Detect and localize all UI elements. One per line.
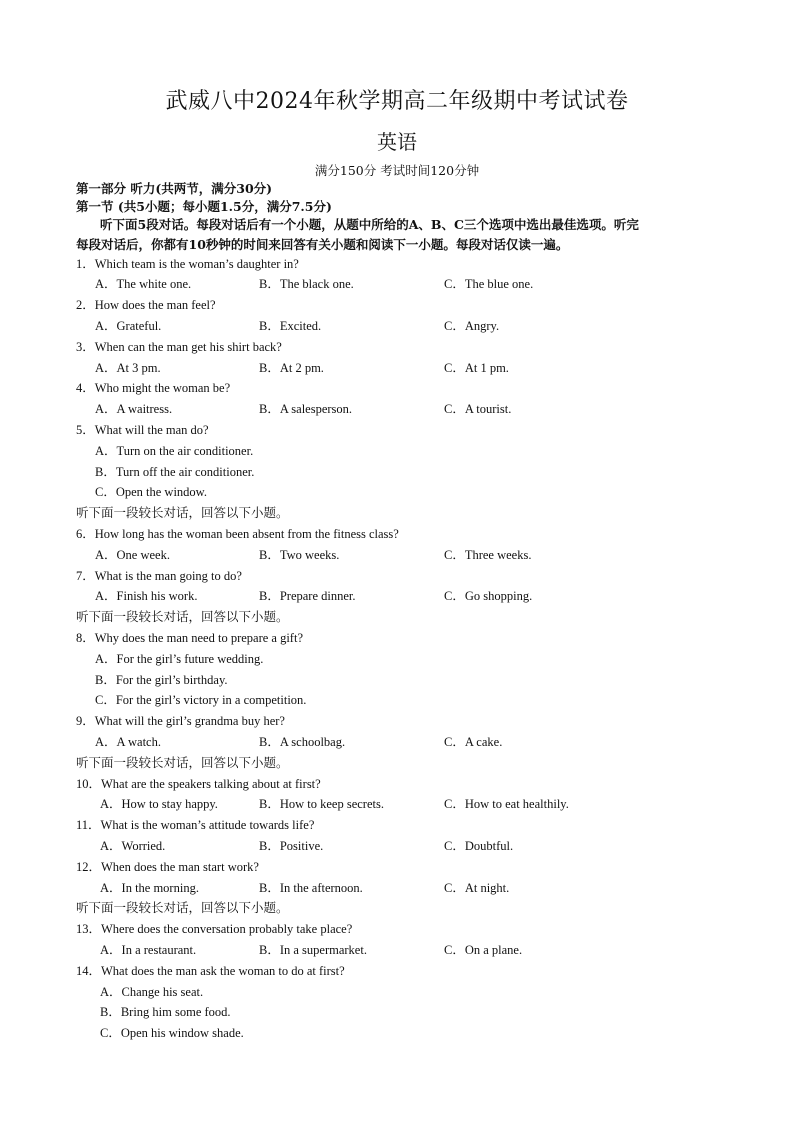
option-b: B．How to keep secrets. <box>259 797 384 811</box>
question-14: 14．What does the man ask the woman to do at first? <box>76 964 345 978</box>
question-4: 4．Who might the woman be? <box>76 381 231 395</box>
long-dialogue-note: 听下面一段较长对话，回答以下小题。 <box>76 900 289 915</box>
option-c: C．The blue one. <box>444 277 534 291</box>
instruction-paragraph <box>76 215 726 255</box>
question-10: 10．What are the speakers talking about at first? <box>76 777 321 791</box>
option-c: C．At 1 pm. <box>444 361 509 375</box>
option-b: B．At 2 pm. <box>259 361 324 375</box>
option-b: B．Prepare dinner. <box>259 589 356 603</box>
option-b: B．A schoolbag. <box>259 735 346 749</box>
question-2: 2．How does the man feel? <box>76 298 216 312</box>
question-11: 11．What is the woman’s attitude towards life? <box>76 818 315 832</box>
option-a: A．In the morning. <box>100 881 199 895</box>
question-5: 5．What will the man do? <box>76 423 209 437</box>
option-a: A．Worried. <box>100 839 166 853</box>
option-c: C．At night. <box>444 881 510 895</box>
question-8: 8．Why does the man need to prepare a gift? <box>76 631 303 645</box>
long-dialogue-note: 听下面一段较长对话，回答以下小题。 <box>76 755 289 770</box>
option-a: A．Turn on the air conditioner. <box>95 444 254 458</box>
option-a: A．How to stay happy. <box>100 797 218 811</box>
option-a: A．One week. <box>95 548 170 562</box>
option-c: C．Go shopping. <box>444 589 533 603</box>
question-9: 9．What will the girl’s grandma buy her? <box>76 714 285 728</box>
option-a: A．Finish his work. <box>95 589 198 603</box>
exam-meta: 满分150分 考试时间120分钟 <box>314 163 480 178</box>
option-a: A．For the girl’s future wedding. <box>95 652 264 666</box>
option-c: C．On a plane. <box>444 943 523 957</box>
option-c: C．Three weeks. <box>444 548 532 562</box>
long-dialogue-note: 听下面一段较长对话，回答以下小题。 <box>76 609 289 624</box>
option-a: A．In a restaurant. <box>100 943 197 957</box>
option-a: A．A waitress. <box>95 402 173 416</box>
option-a: A．Change his seat. <box>100 985 204 999</box>
option-b: B．Positive. <box>259 839 324 853</box>
option-c: C．Open his window shade. <box>100 1026 244 1040</box>
option-c: C．For the girl’s victory in a competition. <box>95 693 307 707</box>
option-a: A．A watch. <box>95 735 161 749</box>
option-c: C．A cake. <box>444 735 503 749</box>
option-c: C．Open the window. <box>95 485 208 499</box>
question-7: 7．What is the man going to do? <box>76 569 242 583</box>
option-a: A．At 3 pm. <box>95 361 161 375</box>
instruction-line-2: 每段对话后，你都有10秒钟的时间来回答有关小题和阅读下一小题。每段对话仅读一遍。 <box>76 237 569 252</box>
question-3: 3．When can the man get his shirt back? <box>76 340 282 354</box>
question-1: 1．Which team is the woman’s daughter in? <box>76 257 299 271</box>
option-b: B．In the afternoon. <box>259 881 363 895</box>
option-a: A．The white one. <box>95 277 192 291</box>
page-title: 武威八中2024年秋学期高二年级期中考试试卷 <box>165 89 629 114</box>
question-6: 6．How long has the woman been absent from the fitness class? <box>76 527 399 541</box>
section1-heading: 第一节 (共5小题；每小题1.5分，满分7.5分) <box>76 199 332 214</box>
option-b: B．In a supermarket. <box>259 943 367 957</box>
option-b: B．Bring him some food. <box>100 1005 231 1019</box>
option-c: C．Angry. <box>444 319 500 333</box>
part1-heading: 第一部分 听力(共两节，满分30分) <box>76 181 273 196</box>
option-b: B．Two weeks. <box>259 548 340 562</box>
option-b: B．For the girl’s birthday. <box>95 673 228 687</box>
option-b: B．The black one. <box>259 277 354 291</box>
option-c: C．Doubtful. <box>444 839 514 853</box>
question-13: 13．Where does the conversation probably take place? <box>76 922 353 936</box>
instruction-line-1: 听下面5段对话。每段对话后有一个小题，从题中所给的A、B、C三个选项中选出最佳选项。听完 <box>100 217 639 232</box>
subject-title: 英语 <box>377 130 417 154</box>
option-b: B．Turn off the air conditioner. <box>95 465 255 479</box>
question-12: 12．When does the man start work? <box>76 860 259 874</box>
option-b: B．A salesperson. <box>259 402 353 416</box>
option-b: B．Excited. <box>259 319 322 333</box>
option-c: C．A tourist. <box>444 402 512 416</box>
option-a: A．Grateful. <box>95 319 162 333</box>
long-dialogue-note: 听下面一段较长对话，回答以下小题。 <box>76 505 289 520</box>
option-c: C．How to eat healthily. <box>444 797 569 811</box>
